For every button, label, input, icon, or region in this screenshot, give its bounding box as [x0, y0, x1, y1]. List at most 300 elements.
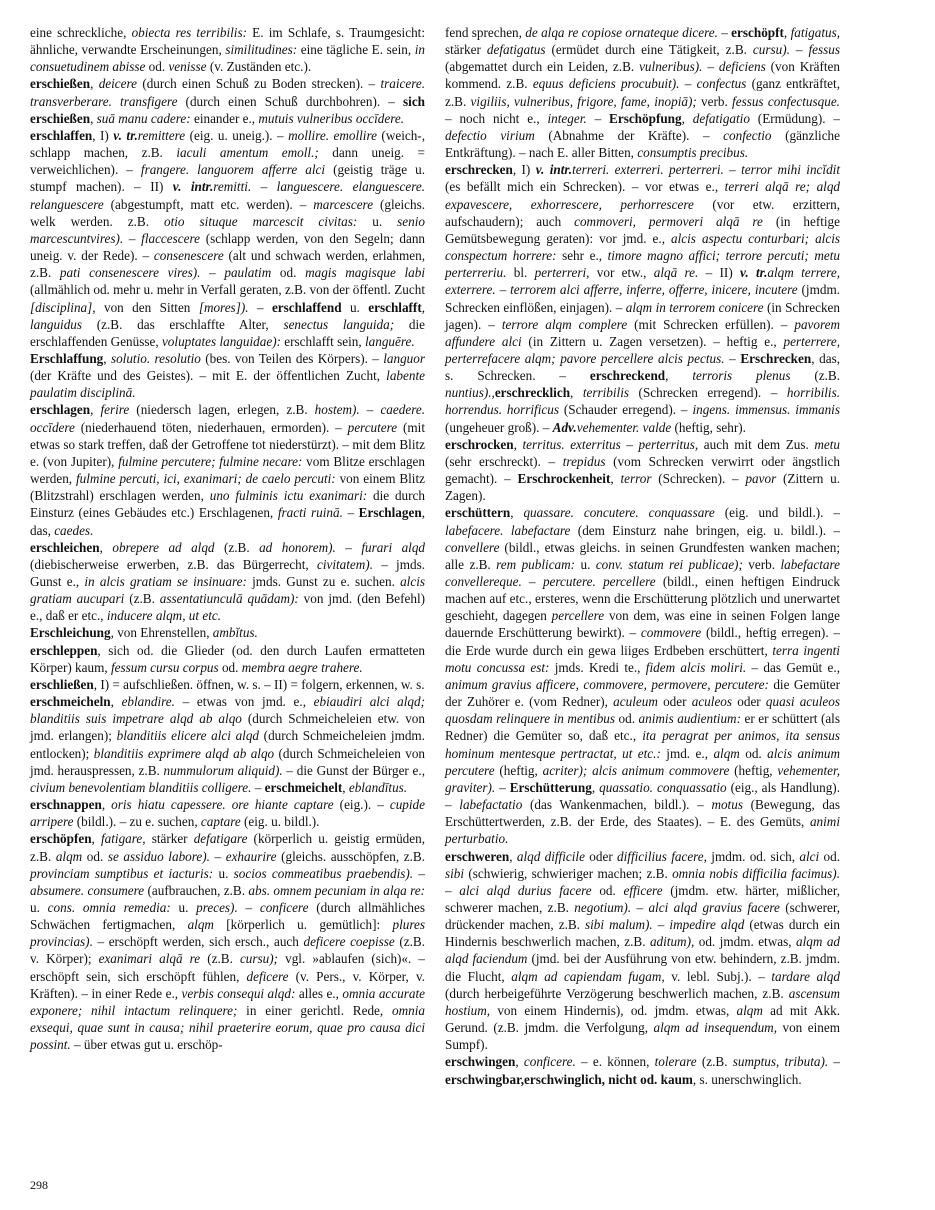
latin-term: alqm: [187, 917, 214, 933]
headword: erschöpfen: [30, 831, 92, 847]
entry-text: (gleichs. welk werden. z.B.: [30, 196, 426, 229]
latin-term: blanditiis elicere alci alqd: [116, 728, 260, 744]
entry-text: (vom Schrecken verwirrt oder ängstlich gemacht). –: [445, 453, 841, 487]
entry-text: E. im Schlafe, s. Traumgesicht: ähnliche, verwandte Erscheinungen,: [30, 25, 426, 58]
entry-text: –: [335, 539, 362, 555]
latin-term: omnia accurate exponere; nihil intactum relinquere;: [30, 985, 425, 1018]
latin-term: sibi: [445, 865, 465, 881]
latin-term: quassatio. conquassatio: [599, 779, 727, 795]
latin-term: exanimari alqā re: [98, 951, 201, 967]
latin-term: abs. omnem pecuniam in alqa re:: [248, 882, 425, 898]
entry-text: (Schrecken erregend). –: [629, 385, 787, 401]
entry-text: od.: [591, 882, 624, 898]
latin-term: alcis gratiam aucupari: [30, 574, 425, 607]
entry-text: od.: [819, 848, 841, 864]
latin-term: fessum cursu corpus: [110, 659, 219, 675]
entry-text: od.: [218, 659, 242, 675]
headword: erschrecklich: [494, 385, 571, 401]
latin-term: terreri. exterreri. perterreri. – terror mihi incĭdit: [572, 162, 840, 178]
right-column: [445, 24, 840, 1088]
entry-text: (der Kräfte und des Geistes). – mit E. der öffentlichen Zucht,: [30, 368, 387, 384]
latin-term: omnia exsequi, quae sunt in causa; nihil praeterire eorum, quae pro causa dici possint.: [30, 1002, 425, 1053]
entry-text: (in Schrecken jagen). –: [445, 299, 840, 332]
entry-text: ,: [90, 402, 101, 418]
entry-text: –: [445, 882, 460, 898]
latin-term: alci: [799, 848, 820, 864]
entry-text: od. jmdm. etwas,: [694, 934, 796, 950]
headword: erschöpft: [731, 25, 784, 40]
latin-term: perterrere, perterrefacere alqm; pavore percellere alcis pectus.: [445, 333, 840, 366]
entry-text: (z.B.: [200, 951, 240, 967]
dictionary-entry: [30, 539, 425, 625]
dictionary-entry: [30, 693, 425, 796]
entry-text: (es befällt mich ein Schrecken). – vor etwas e.,: [445, 179, 725, 195]
latin-term: consumptis precibus.: [637, 145, 749, 161]
entry-text: –: [631, 899, 649, 915]
entry-text: od.: [145, 59, 169, 75]
latin-term: fracti ruinā.: [277, 505, 343, 521]
latin-term: alqm: [55, 848, 83, 864]
latin-term: furari alqd: [361, 539, 426, 555]
headword: erschwingbar,erschwinglich, nicht od. kaum: [445, 1071, 693, 1087]
entry-text: (jmdm. Schrecken einflößen, einjagen). –: [445, 282, 841, 315]
latin-term: defatigatio: [692, 110, 750, 126]
entry-text: – noch nicht e.,: [445, 110, 548, 126]
entry-text: v. lebl. Subj.). –: [664, 968, 772, 984]
entry-text: oder: [732, 694, 766, 710]
entry-text: ,: [421, 299, 426, 315]
dictionary-entry: [445, 161, 840, 436]
headword: erschlaffend: [271, 299, 342, 315]
entry-text: [körperlich u. gemütlich]:: [213, 917, 393, 933]
latin-term: hostem).: [314, 402, 360, 418]
latin-term: percutere. percellere: [542, 574, 656, 589]
grammar-label: Adv.: [552, 419, 577, 435]
dictionary-entry: [30, 676, 425, 693]
latin-term: aculeum: [613, 694, 658, 710]
dictionary-entry: [30, 796, 425, 830]
entry-text: –: [342, 505, 359, 521]
latin-term: traicere. transverberare. transfigere: [30, 76, 426, 109]
entry-text: (z.B. v. Körper);: [30, 934, 425, 967]
latin-term: conficere.: [523, 1054, 576, 1070]
entry-text: eine tägliche E. sein,: [297, 42, 415, 58]
latin-term: fidem alcis moliri.: [645, 659, 747, 675]
entry-text: –: [679, 76, 697, 92]
latin-term: [disciplina],: [30, 299, 96, 315]
entry-text: ad mit Akk. Gerund. (z.B. jmdm. die Verfolgung,: [445, 1002, 841, 1036]
entry-text: – jmds. Gunst e.,: [30, 556, 425, 589]
latin-term: oris hiatu capessere. ore hiante captare: [111, 797, 334, 813]
latin-term: languēre.: [364, 333, 415, 349]
latin-term: vehementer. valde: [576, 419, 672, 435]
entry-text: (niedersch lagen, erlegen, z.B.: [129, 402, 315, 418]
latin-term: consenescere: [153, 248, 224, 264]
latin-term: vulneribus).: [639, 59, 703, 75]
entry-text: (in heftige Gemütsbewegung geraten): vor jmd. e.,: [445, 213, 840, 246]
entry-text: verb.: [696, 93, 733, 109]
latin-term: terroris plenus: [692, 368, 791, 384]
entry-text: (vor etw. erzittern, aufschaudern); auch: [445, 196, 840, 229]
entry-text: (in Zittern u. Zagen versetzen). – heftig e.,: [521, 333, 784, 349]
latin-term: eblandītus.: [348, 779, 408, 795]
latin-term: metu: [814, 436, 841, 452]
dictionary-entry: [445, 848, 840, 1054]
entry-text: (bes. von Teilen des Körpers). –: [200, 350, 384, 366]
latin-term: alqm: [736, 1002, 763, 1018]
headword: erschleppen: [30, 642, 98, 658]
entry-text: ,: [515, 1054, 524, 1070]
latin-term: motus: [711, 797, 743, 813]
entry-text: verb.: [742, 556, 781, 572]
latin-term: timore magno affici; terrore percuti; metu perterreriu.: [445, 248, 840, 281]
entry-text: u.: [575, 556, 596, 572]
latin-term: defatigatus: [486, 42, 546, 58]
latin-term: uno fulminis ictu exanimari:: [209, 488, 368, 504]
entry-text: vor etw.,: [589, 265, 654, 281]
headword: erschleichen: [30, 539, 100, 555]
latin-term: tolerare: [654, 1054, 697, 1070]
latin-term: ascensum hostium,: [445, 985, 840, 1018]
latin-term: cursu).: [752, 42, 790, 58]
latin-term: alci alqd durius facere: [459, 882, 592, 898]
entry-text: , von Ehrenstellen,: [110, 625, 213, 641]
entry-text: (gänzliche Entkräftung). – nach E. aller Bitten,: [445, 127, 840, 161]
latin-term: labente paulatim disciplinā.: [30, 368, 425, 401]
latin-term: senectus languida;: [283, 316, 395, 332]
headword: Erschütterung: [509, 779, 592, 795]
latin-term: caedere. occīdere: [30, 402, 425, 435]
entry-text: von jmd. (den Befehl) e., daß er etc.,: [30, 591, 425, 624]
entry-text: von den Sitten: [95, 299, 199, 315]
entry-text: (bildl.). – zu e. suchen,: [73, 814, 201, 830]
latin-term: remittere: [137, 127, 186, 143]
headword: erschmeicheln: [30, 694, 111, 710]
entry-text: (Abnahme der Kräfte). –: [534, 127, 724, 143]
headword: Erschrecken: [740, 350, 812, 366]
latin-term: commovere: [640, 625, 702, 641]
entry-text: (abgemattet durch ein Leiden, z.B.: [445, 59, 640, 75]
latin-term: defectio virium: [445, 127, 535, 143]
latin-term: de alqa re copiose ornateque dicere.: [525, 25, 718, 40]
entry-text: –: [717, 25, 732, 40]
entry-text: (schlapp werden, von den Segeln; dann uneig. v. der Rede). –: [30, 230, 426, 264]
grammar-label: v. tr.: [113, 127, 138, 143]
latin-term: alqm: [713, 745, 740, 761]
entry-text: –: [248, 299, 272, 315]
latin-term: aculeos: [691, 694, 733, 710]
latin-term: negotium).: [574, 899, 632, 915]
latin-term: cupide arripere: [30, 797, 425, 830]
page-number: 298: [30, 1178, 48, 1192]
latin-term: obrepere ad alqd: [112, 539, 215, 555]
entry-text: (Zittern u. Zagen).: [445, 471, 840, 504]
dictionary-entry: [30, 24, 425, 75]
headword: erschließen: [30, 676, 94, 692]
entry-text: ,: [90, 110, 97, 126]
entry-text: alles e.,: [295, 985, 343, 1001]
latin-term: conv. statum rei publicae);: [595, 556, 743, 572]
headword: sich erschießen: [30, 93, 426, 126]
entry-text: (durch einen Schuß durchbohren). –: [177, 93, 404, 109]
dictionary-entry: [30, 642, 425, 676]
entry-text: (z.B.: [696, 1054, 733, 1070]
entry-text: die Gemüter der Zuhörer e. (vom Redner),: [445, 676, 840, 710]
dictionary-entry: [445, 24, 840, 161]
entry-text: ,: [342, 779, 349, 795]
latin-term: alqd difficile: [516, 848, 585, 864]
latin-term: sumptus, tributa).: [732, 1054, 829, 1070]
latin-term: efficere: [623, 882, 663, 898]
entry-text: (durch allmähliches Schwächen fertigmachen,: [30, 899, 426, 933]
headword: erschießen: [30, 76, 91, 92]
entry-text: oder: [657, 694, 692, 710]
entry-text: –: [652, 917, 670, 933]
grammar-label: v. intr.: [172, 179, 214, 195]
dictionary-entry: [30, 350, 425, 401]
entry-text: –: [521, 574, 543, 589]
latin-term: nuntius).,: [445, 385, 495, 401]
latin-term: animis audientium:: [638, 711, 741, 727]
entry-text: ,: [513, 436, 523, 452]
headword: erschweren: [445, 848, 510, 864]
headword: Erschrockenheit: [517, 471, 611, 487]
entry-text: ,: [103, 350, 111, 366]
entry-text: (z.B.: [124, 591, 160, 607]
latin-term: territus. exterritus – perterritus,: [522, 436, 699, 452]
headword: erschlagen: [30, 402, 91, 418]
latin-term: alcis animum commovere: [592, 762, 730, 778]
latin-term: flaccescere: [141, 230, 200, 246]
latin-term: alcis aspectu conturbari; alcis conspectum horrere:: [445, 230, 840, 264]
dictionary-entry: [30, 401, 425, 538]
latin-term: marcescere: [313, 196, 374, 212]
latin-term: sibi malum).: [585, 917, 653, 933]
entry-text: ,: [510, 505, 524, 521]
entry-text: eine schreckliche,: [30, 25, 132, 40]
entry-text: – das Gemüt e.,: [746, 659, 840, 675]
entry-text: ,: [681, 110, 693, 126]
entry-text: ,: [101, 797, 112, 813]
latin-term: ambĭtus.: [212, 625, 258, 641]
entry-text: von dem, was eine in seinen Folgen lange dauernde Erschütterung bewirkt). –: [445, 608, 840, 641]
latin-term: horribilis. horrendus. horrificus: [445, 385, 841, 418]
headword: erschmeichelt: [264, 779, 343, 795]
latin-term: convellere: [445, 539, 500, 555]
entry-text: ,: [110, 694, 122, 710]
latin-term: otio situque marcescit civitas:: [164, 213, 358, 229]
latin-term: cursu);: [239, 951, 279, 967]
latin-term: labefactatio: [459, 797, 523, 813]
latin-term: membra aegre trahere.: [241, 659, 363, 675]
entry-text: ,: [509, 848, 517, 864]
entry-text: – erschöpft werden, sich ersch., auch: [92, 934, 304, 950]
entry-text: (durch herbeigeführte Verzögerung beschwerlich machen, z.B.: [445, 985, 789, 1001]
latin-term: [mores]).: [198, 299, 249, 315]
latin-term: rem publicam:: [496, 556, 576, 572]
latin-term: iaculi amentum emoll.;: [176, 145, 319, 161]
latin-term: terrore alqm complere: [501, 316, 628, 332]
entry-text: (eig. u. bildl.).: [240, 814, 320, 830]
latin-term: deficiens: [718, 59, 766, 75]
entry-text: sehr e.,: [556, 248, 608, 264]
entry-text: , s. unerschwinglich.: [692, 1071, 802, 1087]
entry-text: –: [359, 402, 381, 418]
entry-text: er er schüttert (als Redner) die Gemüter so, daß etc.,: [445, 711, 840, 744]
latin-term: blanditiis exprimere alqd ab alqo: [93, 745, 275, 761]
latin-term: cons. omnia remedia:: [47, 899, 171, 915]
entry-text: bl.: [506, 265, 535, 281]
latin-term: acriter);: [542, 762, 588, 778]
entry-text: –: [237, 899, 260, 915]
entry-text: (alt und schwach werden, erlahmen, z.B.: [30, 248, 425, 281]
entry-text: od.: [82, 848, 108, 864]
entry-text: – etwas von jmd. e.,: [174, 694, 314, 710]
entry-text: (schwierig, schwieriger machen; z.B.: [464, 865, 673, 881]
latin-term: eblandire.: [121, 694, 175, 710]
entry-text: (von Kräften kommend. z.B.: [445, 59, 840, 92]
headword: Erschlagen: [358, 505, 422, 521]
entry-text: , das,: [30, 505, 425, 538]
latin-term: labefacere. labefactare: [445, 522, 571, 538]
latin-term: pati consenescere vires).: [59, 265, 201, 281]
latin-term: fulmine percutere; fulmine necare:: [118, 453, 303, 469]
latin-term: paulatim: [224, 265, 272, 281]
entry-text: (mit Schrecken erfüllen). –: [627, 316, 795, 332]
entry-text: – e. können,: [575, 1054, 655, 1070]
entry-text: (heftig,: [494, 762, 543, 778]
latin-term: terribilis: [582, 385, 630, 401]
latin-term: civitatem).: [316, 556, 373, 572]
latin-term: integer.: [547, 110, 587, 126]
latin-term: caedes.: [54, 522, 94, 538]
entry-text: u.: [170, 899, 197, 915]
entry-text: jmds. Gunst zu e. suchen.: [246, 574, 401, 589]
entry-text: fend sprechen,: [445, 25, 526, 40]
entry-text: (z.B. das erschlaffte Alter,: [82, 316, 284, 332]
latin-term: aditum),: [649, 934, 695, 950]
entry-text: – II): [698, 265, 741, 281]
dictionary-entry: [445, 1053, 840, 1087]
entry-text: –: [702, 59, 719, 75]
headword: Erschöpfung: [609, 110, 682, 126]
headword: Erschlaffung: [30, 350, 104, 366]
latin-term: quasi aculeos quosdam relinquere in mentibus: [445, 694, 840, 727]
latin-term: mollire. emollire: [288, 127, 377, 143]
entry-text: (heftig,: [729, 762, 778, 778]
headword: erschwingen: [445, 1054, 516, 1070]
dictionary-entry: [30, 127, 425, 350]
entry-text: (z.B.: [214, 539, 260, 555]
latin-term: difficilius facere,: [617, 848, 707, 864]
entry-text: (eig., als Handlung). –: [445, 779, 840, 813]
entry-text: (ermüdet durch eine Tätigkeit, z.B.: [545, 42, 753, 58]
latin-term: obiecta res terribilis:: [131, 25, 247, 40]
entry-text: (allmählich od. mehr u. mehr in Verfall geraten, z.B. von der öffentl. Zucht: [30, 282, 426, 298]
entry-text: (v. Zuständen etc.).: [206, 59, 312, 75]
headword: erschnappen: [30, 797, 102, 813]
latin-term: animum gravius afficere, commovere, permovere, percutere:: [445, 676, 769, 692]
latin-term: se assiduo labore).: [107, 848, 210, 864]
entry-text: erschlafft sein,: [280, 333, 365, 349]
entry-text: ,: [570, 385, 583, 401]
entry-text: (schwerer, drückender machen, z.B.: [445, 899, 840, 933]
entry-text: (etwas durch ein Hindernis beschwerlich machen, z.B.: [445, 917, 841, 950]
latin-term: alci alqd gravius facere: [648, 899, 780, 915]
latin-term: remitti. – languescere. elanguescere. relanguescere: [30, 179, 425, 212]
entry-text: stärker: [445, 42, 487, 58]
entry-text: (z.B.: [790, 368, 840, 384]
latin-term: exhaurire: [225, 848, 277, 864]
latin-term: percellere: [551, 608, 605, 624]
latin-term: fulmine percuti, ici, exanimari; de caelo percuti:: [76, 471, 336, 487]
entry-text: u.: [30, 899, 48, 915]
latin-term: terror: [620, 471, 652, 487]
entry-text: (bildl., etwas gleichs. in seinen Grundfesten wanken machen; alle z.B.: [445, 539, 840, 572]
entry-text: (heftig, sehr).: [671, 419, 746, 435]
latin-term: ita peragrat per animos, ita sensus hominum mentesque pertractat, ut etc.:: [445, 728, 840, 761]
entry-text: u.: [341, 299, 369, 315]
latin-term: fessus: [808, 42, 841, 58]
dictionary-entry: [30, 624, 425, 641]
headword: erschlafft: [368, 299, 422, 315]
headword: erschlaffen: [30, 127, 93, 143]
latin-term: deficere coepisse: [303, 934, 395, 950]
entry-text: (eig. u. uneig.). –: [185, 127, 289, 143]
left-column: [30, 24, 425, 1053]
entry-text: , I) = aufschließen. öffnen, w. s. – II) = folgern, erkennen, w. s.: [93, 676, 425, 692]
entry-text: , I): [512, 162, 536, 178]
entry-text: (geistig träge u. stumpf machen). – II): [30, 162, 425, 195]
entry-text: von einem Hindernis), od. jmdm. etwas,: [490, 1002, 737, 1018]
entry-text: od.: [271, 265, 306, 281]
latin-term: fessus confectusque.: [732, 93, 840, 109]
entry-text: (ungeheuer groß). –: [445, 419, 553, 435]
latin-term: quassare. concutere. conquassare: [523, 505, 715, 521]
entry-text: , das, s. Schrecken. –: [445, 350, 840, 384]
entry-text: (sehr erschreckt). –: [445, 453, 563, 469]
latin-term: vehementer, graviter).: [445, 762, 840, 795]
entry-text: ,: [610, 471, 621, 487]
latin-term: vigiliis, vulneribus, frigore, fame, inopiā);: [470, 93, 697, 109]
headword: erschrocken: [445, 436, 514, 452]
latin-term: pavor: [745, 471, 777, 487]
latin-term: defatigare: [193, 831, 248, 847]
dictionary-entry: [30, 75, 425, 126]
latin-term: alqm in terrorem conicere: [625, 299, 764, 315]
latin-term: alqm terrere, exterrere. – terrorem alci afferre, inferre, offerre, inicere, incutere: [445, 265, 841, 298]
latin-term: verbis consequi alqd:: [181, 985, 296, 1001]
entry-text: od.: [615, 711, 639, 727]
entry-text: von einem Sumpf).: [445, 1020, 840, 1053]
latin-term: alcis animum percutere: [445, 745, 841, 778]
latin-term: percutere: [347, 419, 398, 435]
entry-text: vgl. »ablaufen (sich)«. – erschöpft sein, sich erschöpft fühlen,: [30, 951, 425, 984]
latin-term: senio marcescuntvires).: [30, 213, 425, 246]
entry-text: (bildl., heftig erregen). – die Erde wurde durch ein gewa liiges Erdbeben erschüttert,: [445, 625, 840, 658]
entry-text: oder: [584, 848, 618, 864]
entry-text: ,: [591, 779, 600, 795]
entry-text: ,: [99, 539, 113, 555]
latin-term: alqm ad insequendum,: [653, 1020, 777, 1036]
latin-term: ad honorem).: [259, 539, 336, 555]
latin-term: frangere. languorem afferre alci: [140, 162, 326, 178]
entry-text: jmdm. od. sich,: [706, 848, 800, 864]
latin-term: pavorem affundere alci: [445, 316, 840, 349]
entry-text: (durch Schmeicheleien von jmd. herauspressen, z.B.: [30, 745, 426, 778]
latin-term: ebiaudiri alci alqd; blanditiis suis impetrare alqd ab alqo: [30, 694, 425, 727]
latin-term: fatigare,: [100, 831, 146, 847]
